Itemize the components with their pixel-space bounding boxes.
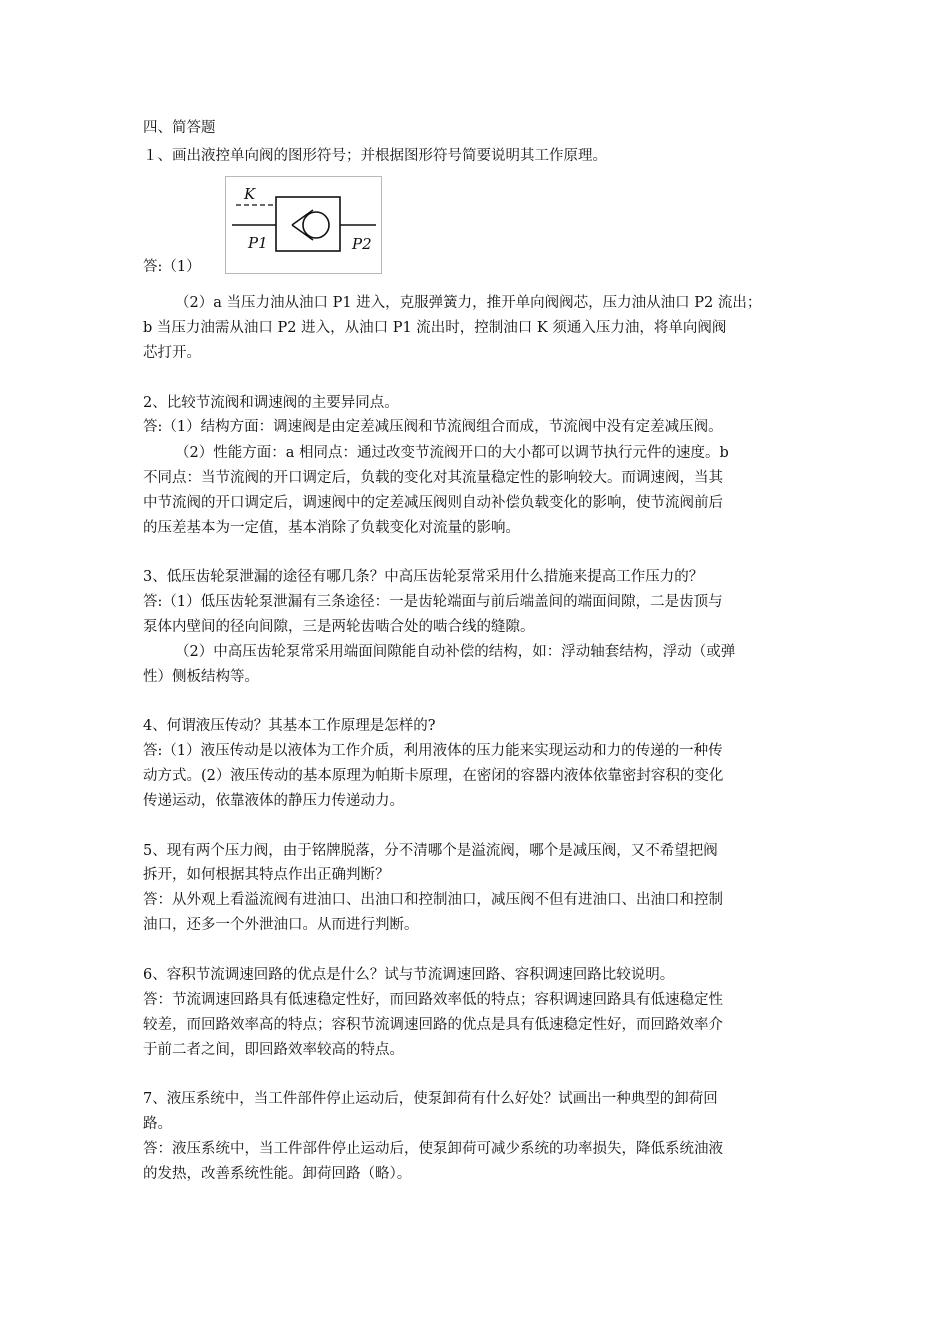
answer-3-line: 答:（1）低压齿轮泵泄漏有三条途径：一是齿轮端面与前后端盖间的端面间隙，二是齿顶与 [143,594,723,610]
answer-3-line: 性）侧板结构等。 [143,669,259,685]
answer-1-line: 芯打开。 [143,345,201,361]
k-port-label: K [244,185,256,203]
p1-port-label: P1 [248,234,268,252]
p2-port-label: P2 [352,235,372,253]
answer-3-line: 泵体内壁间的径向间隙，三是两轮齿啮合处的啮合线的缝隙。 [143,619,535,635]
question-7-line: 路。 [143,1116,172,1132]
answer-7-line: 的发热，改善系统性能。卸荷回路（略）。 [143,1166,412,1182]
answer-2-line: 中节流阀的开口调定后，调速阀中的定差减压阀则自动补偿负载变化的影响，使节流阀前后 [143,495,723,511]
answer-6-line: 答：节流调速回路具有低速稳定性好，而回路效率低的特点；容积调速回路具有低速稳定性 [143,992,723,1008]
answer-4-line: 传递运动，依靠液体的静压力传递动力。 [143,793,404,809]
answer-5-line: 油口，还多一个外泄油口。从而进行判断。 [143,917,419,933]
answer-2-line: 不同点：当节流阀的开口调定后，负载的变化对其流量稳定性的影响较大。而调速阀，当其 [143,470,723,486]
answer-2-line: （2）性能方面：a 相同点：通过改变节流阀开口的大小都可以调节执行元件的速度。b [175,445,729,461]
answer-2-line: 的压差基本为一定值，基本消除了负载变化对流量的影响。 [143,520,520,536]
answer-4-line: 动方式。(2）液压传动的基本原理为帕斯卡原理，在密闭的容器内液体依靠密封容积的变化 [143,768,724,784]
question-4: 4、何谓液压传动？其基本工作原理是怎样的? [143,718,436,734]
check-valve-symbol-figure [225,176,382,274]
answer-1-line: b 当压力油需从油口 P2 进入，从油口 P1 流出时，控制油口 K 须通入压力油，将单向阀阀 [143,320,727,336]
pilot-operated-check-valve-symbol-icon [226,177,381,273]
question-1: １、画出液控单向阀的图形符号；并根据图形符号简要说明其工作原理。 [143,148,607,164]
answer-1-prefix: 答:（1） [143,259,201,275]
question-3: 3、低压齿轮泵泄漏的途径有哪几条？中高压齿轮泵常采用什么措施来提高工作压力的？ [143,569,704,585]
answer-1-line: （2）a 当压力油从油口 P1 进入，克服弹簧力，推开单向阀阀芯，压力油从油口 P2 流出； [175,295,762,311]
section-title: 四、简答题 [143,120,216,136]
question-2: 2、比较节流阀和调速阀的主要异同点。 [143,395,399,411]
question-7-line: 7、液压系统中，当工件部件停止运动后，使泵卸荷有什么好处？试画出一种典型的卸荷回 [143,1091,718,1107]
answer-6-line: 较差，而回路效率高的特点；容积节流调速回路的优点是具有低速稳定性好，而回路效率介 [143,1017,723,1033]
answer-5-line: 答：从外观上看溢流阀有进油口、出油口和控制油口，减压阀不但有进油口、出油口和控制 [143,892,723,908]
answer-7-line: 答：液压系统中，当工件部件停止运动后，使泵卸荷可减少系统的功率损失，降低系统油液 [143,1141,723,1157]
question-5-line: 5、现有两个压力阀，由于铭牌脱落，分不清哪个是溢流阀，哪个是减压阀，又不希望把阀 [143,843,718,859]
question-5-line: 拆开，如何根据其特点作出正确判断？ [143,867,390,883]
answer-4-line: 答:（1）液压传动是以液体为工作介质，利用液体的压力能来实现运动和力的传递的一种传 [143,743,723,759]
answer-6-line: 于前二者之间，即回路效率较高的特点。 [143,1042,404,1058]
answer-3-line: （2）中高压齿轮泵常采用端面间隙能自动补偿的结构，如：浮动轴套结构，浮动（或弹 [175,644,736,660]
answer-2-line: 答:（1）结构方面：调速阀是由定差减压阀和节流阀组合而成，节流阀中没有定差减压阀。 [143,419,723,435]
question-6: 6、容积节流调速回路的优点是什么？试与节流调速回路、容积调速回路比较说明。 [143,967,675,983]
